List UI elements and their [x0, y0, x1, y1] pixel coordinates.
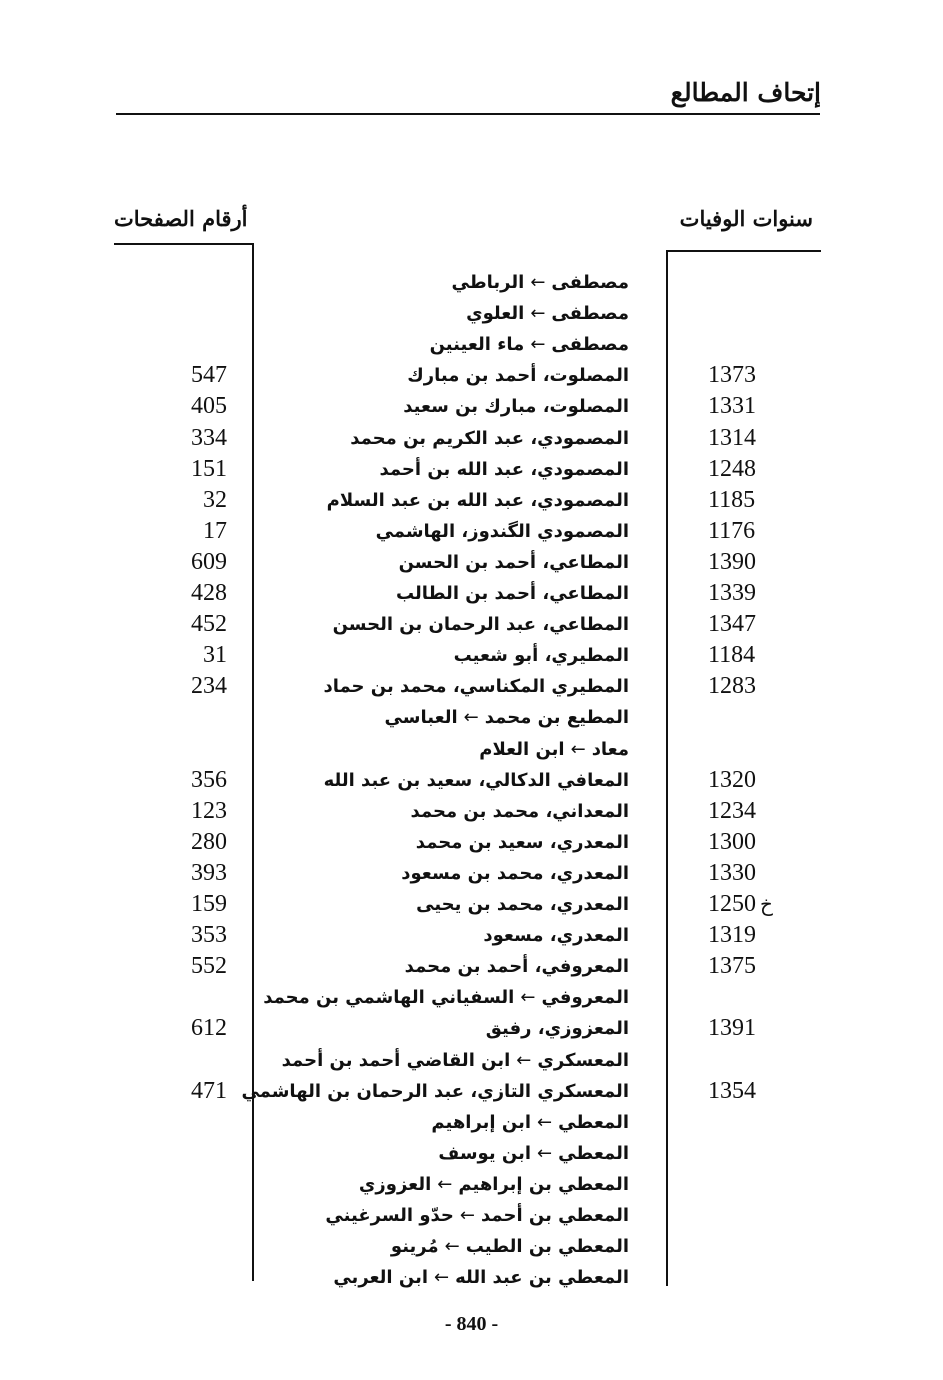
entry-page-number: 334: [191, 424, 227, 451]
entry-name: المعروفي: [541, 987, 629, 1009]
entry-name-cell: [269, 765, 629, 796]
entry-see-target: العلوي: [466, 303, 525, 325]
entry-death-year-cell: [708, 423, 798, 454]
entry-death-year: 1250: [708, 891, 756, 917]
index-entry: [0, 485, 943, 516]
entry-name-cell: [269, 734, 629, 765]
entry-see-target: ماء العينين: [429, 334, 525, 356]
index-entry: [0, 329, 943, 360]
entry-name: مصطفى: [551, 272, 629, 293]
entry-name-cell: [269, 1231, 629, 1262]
entry-death-year: 1248: [708, 455, 756, 482]
entry-death-year: 1319: [708, 922, 756, 949]
index-entry: [0, 1169, 943, 1200]
entry-death-year: 1391: [708, 1015, 756, 1042]
entry-page-number: 428: [191, 580, 227, 606]
index-entry: [0, 889, 943, 920]
index-entry: [0, 982, 943, 1013]
entry-page-number: 280: [191, 828, 227, 855]
entry-name-cell: [269, 827, 629, 858]
entry-name-cell: [269, 267, 629, 298]
index-entry: [0, 920, 943, 951]
entry-name-cell: [269, 1107, 629, 1138]
entry-name-cell: [269, 1013, 629, 1044]
entry-name: المطيع بن محمد: [484, 707, 629, 729]
entry-name: المعدري، محمد بن يحيى: [416, 894, 629, 915]
entry-page-number: 393: [191, 859, 227, 886]
entry-name-cell: [269, 547, 629, 578]
entry-death-year-cell: [708, 640, 798, 671]
entry-death-year: 1314: [708, 424, 756, 451]
entry-see-target: ابن القاضي أحمد بن أحمد: [281, 1049, 511, 1071]
entry-name: المعطي بن عبد الله: [455, 1267, 629, 1289]
see-reference-arrow-icon: ←: [570, 738, 586, 760]
see-reference-arrow-icon: ←: [537, 1111, 553, 1133]
entry-death-year: 1390: [708, 548, 756, 575]
entry-name: المعطي بن الطيب: [465, 1236, 629, 1258]
entry-name: مصطفى: [551, 334, 629, 356]
index-entry: [0, 765, 943, 796]
entry-death-year: 1331: [708, 393, 756, 420]
entry-page-number: 552: [191, 953, 227, 980]
entry-see-target: ابن إبراهيم: [431, 1111, 531, 1133]
entry-page-number: 32: [203, 486, 227, 513]
index-entry: [0, 702, 943, 733]
entry-page-number: 471: [191, 1077, 227, 1104]
entry-name-cell: [269, 1169, 629, 1200]
entry-name: المعطي: [558, 1142, 629, 1164]
entry-name-cell: [269, 1200, 629, 1231]
entry-name: المطاعي، أحمد بن الطالب: [395, 583, 629, 604]
entry-death-year: 1373: [708, 362, 756, 389]
entry-name-cell: [269, 391, 629, 422]
page-number: - 840 -: [444, 1313, 499, 1335]
see-reference-arrow-icon: ←: [530, 272, 546, 293]
entry-see-target: العزوزي: [358, 1173, 432, 1195]
entry-name: المصمودي، عبد الكريم بن محمد: [350, 427, 629, 449]
entry-death-year-cell: [708, 609, 798, 640]
entry-name-cell: [269, 640, 629, 671]
entry-name-cell: [269, 702, 629, 733]
index-entry: [0, 1200, 943, 1231]
entry-death-year: 1185: [708, 486, 756, 513]
entry-name-cell: [269, 360, 629, 391]
index-entry: [0, 1107, 943, 1138]
entry-name-cell: [269, 329, 629, 360]
see-reference-arrow-icon: ←: [537, 1142, 553, 1164]
index-entry: [0, 298, 943, 329]
entry-death-year: 1339: [708, 580, 756, 606]
entry-name: المطاعي، عبد الرحمان بن الحسن: [332, 614, 629, 636]
entry-death-year-cell: [708, 485, 798, 516]
see-reference-arrow-icon: ←: [459, 1205, 475, 1226]
entry-name: المطيري، أبو شعيب: [453, 645, 629, 667]
entry-page-number: 609: [191, 548, 227, 575]
index-entry: [0, 1045, 943, 1076]
index-entry: [0, 858, 943, 889]
entry-death-year: 1283: [708, 673, 756, 700]
see-reference-arrow-icon: ←: [530, 334, 546, 356]
entry-death-year: 1347: [708, 611, 756, 638]
index-entry: [0, 609, 943, 640]
entry-name-cell: [269, 889, 629, 920]
entry-name-cell: [269, 485, 629, 516]
entry-see-target: ابن يوسف: [438, 1142, 531, 1164]
entry-death-year-cell: [708, 889, 798, 920]
entry-name: المصمودي الگندوز، الهاشمي: [375, 520, 629, 542]
entry-page-number: 356: [191, 766, 227, 793]
entry-page-number: 547: [191, 362, 227, 389]
entry-death-year: 1234: [708, 797, 756, 824]
entry-death-year-cell: [708, 578, 798, 609]
see-reference-arrow-icon: ←: [516, 1049, 532, 1071]
entry-death-year: 1300: [708, 828, 756, 855]
entry-death-year-cell: [708, 547, 798, 578]
index-entry: [0, 1231, 943, 1262]
entry-death-year-cell: [708, 858, 798, 889]
entry-name: المعزوزي، رفيق: [485, 1018, 629, 1040]
entry-name-cell: [269, 609, 629, 640]
entry-page-number: 353: [191, 922, 227, 949]
index-entry: [0, 734, 943, 765]
entry-name-cell: [269, 1045, 629, 1076]
index-entry: [0, 360, 943, 391]
entry-name-cell: [269, 454, 629, 485]
entry-name-cell: [269, 951, 629, 982]
deaths-column-header: سنوات الوفيات: [679, 206, 813, 231]
index-entry: [0, 516, 943, 547]
entry-death-year-cell: [708, 360, 798, 391]
entry-name-cell: [269, 671, 629, 702]
pages-column-header: أرقام الصفحات: [114, 206, 248, 231]
entry-death-year: 1375: [708, 953, 756, 980]
entry-name: معاد: [591, 738, 629, 760]
entry-death-year-cell: [708, 454, 798, 485]
entry-name: المعطي بن إبراهيم: [458, 1173, 629, 1195]
entry-death-year: 1176: [708, 517, 756, 544]
index-entry: [0, 640, 943, 671]
entry-death-year-cell: [708, 827, 798, 858]
see-reference-arrow-icon: ←: [437, 1173, 453, 1195]
index-entry: [0, 827, 943, 858]
entry-name: المعدري، مسعود: [483, 925, 629, 947]
index-entry: [0, 454, 943, 485]
entry-death-year-cell: [708, 796, 798, 827]
entry-name: المصلوت، أحمد بن مبارك: [407, 365, 629, 387]
index-entry: [0, 1013, 943, 1044]
index-entry: [0, 1076, 943, 1107]
entry-see-target: السفياني الهاشمي بن محمد: [263, 987, 515, 1009]
entry-name-cell: [269, 578, 629, 609]
entry-name: المصلوت، مبارك بن سعيد: [403, 396, 629, 418]
entry-name-cell: [269, 1138, 629, 1169]
entry-name: المعدري، محمد بن مسعود: [401, 862, 629, 884]
entry-page-number: 17: [203, 517, 227, 544]
see-reference-arrow-icon: ←: [434, 1267, 450, 1289]
entry-see-target: حدّو السرغيني: [325, 1205, 454, 1226]
entry-death-year: 1330: [708, 859, 756, 886]
see-reference-arrow-icon: ←: [444, 1236, 460, 1258]
entry-name: المعداني، محمد بن محمد: [410, 800, 629, 822]
entry-name: المعسكري التازي، عبد الرحمان بن الهاشمي: [241, 1080, 629, 1102]
entry-page-number: 123: [191, 797, 227, 824]
entry-death-year-cell: [708, 1076, 798, 1107]
index-entry: [0, 267, 943, 298]
entry-name: المعسكري: [537, 1049, 629, 1071]
entry-name: المعروفي، أحمد بن محمد: [404, 956, 629, 978]
entry-name-cell: [269, 423, 629, 454]
index-entry: [0, 423, 943, 454]
entry-death-year: 1184: [708, 642, 756, 669]
entry-page-number: 151: [191, 455, 227, 482]
running-title: إتحاف المطالع: [670, 78, 821, 107]
entry-see-target: مُرينو: [390, 1236, 439, 1258]
entry-name-cell: [241, 1076, 629, 1107]
entry-page-number: 159: [191, 891, 227, 917]
entry-death-year-cell: [708, 671, 798, 702]
index-entry: [0, 1262, 943, 1293]
entry-name-cell: [269, 298, 629, 329]
entry-name: المطاعي، أحمد بن الحسن: [398, 551, 629, 573]
entry-see-target: ابن العلام: [479, 738, 565, 760]
entry-death-year-cell: [708, 765, 798, 796]
index-entry: [0, 391, 943, 422]
index-entry: [0, 578, 943, 609]
entry-death-year-cell: [708, 920, 798, 951]
entry-name: المعافي الدكالي، سعيد بن عبد الله: [323, 769, 629, 791]
entry-page-number: 612: [191, 1015, 227, 1042]
entry-name-cell: [269, 516, 629, 547]
entry-name-cell: [269, 858, 629, 889]
entry-page-number: 234: [191, 673, 227, 700]
entry-see-target: العباسي: [384, 707, 458, 729]
entry-name: المعدري، سعيد بن محمد: [415, 831, 629, 853]
see-reference-arrow-icon: ←: [463, 707, 479, 729]
entry-name-cell: [269, 920, 629, 951]
entry-name: مصطفى: [551, 303, 629, 325]
entry-page-number: 452: [191, 611, 227, 638]
index-entry: [0, 1138, 943, 1169]
see-reference-arrow-icon: ←: [520, 987, 536, 1009]
index-entry: [0, 951, 943, 982]
entry-name: المصمودي، عبد الله بن أحمد: [379, 458, 629, 480]
entry-name-cell: [263, 982, 629, 1013]
entry-page-number: 405: [191, 393, 227, 420]
entry-year-mark: خ: [760, 892, 773, 916]
entry-death-year-cell: [708, 516, 798, 547]
entry-name: المعطي: [558, 1111, 629, 1133]
index-entry: [0, 547, 943, 578]
entry-death-year: 1354: [708, 1077, 756, 1104]
entry-name: المعطي بن أحمد: [481, 1205, 629, 1226]
entry-death-year: 1320: [708, 766, 756, 793]
see-reference-arrow-icon: ←: [530, 303, 546, 325]
entry-see-target: ابن العربي: [333, 1267, 428, 1289]
index-entry: [0, 796, 943, 827]
entry-see-target: الرباطي: [451, 272, 525, 293]
entry-death-year-cell: [708, 391, 798, 422]
entry-name: المطيري المكناسي، محمد بن حماد: [323, 676, 629, 698]
index-entry: [0, 671, 943, 702]
entry-page-number: 31: [203, 642, 227, 669]
entry-name: المصمودي، عبد الله بن عبد السلام: [326, 489, 629, 511]
entry-death-year-cell: [708, 1013, 798, 1044]
entry-death-year-cell: [708, 951, 798, 982]
entry-name-cell: [269, 1262, 629, 1293]
entry-name-cell: [269, 796, 629, 827]
